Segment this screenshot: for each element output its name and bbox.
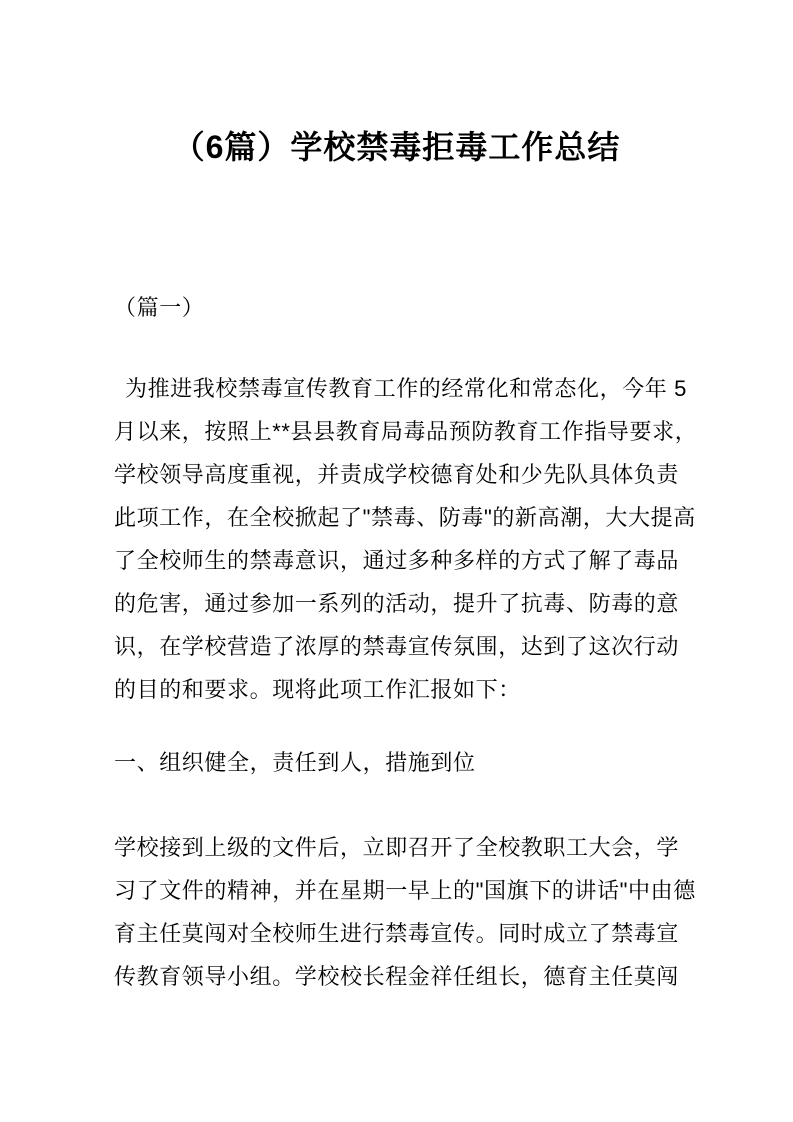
paragraph-1 (114, 367, 704, 711)
text-line: 的目的和要求。现将此项工作汇报如下： (114, 677, 521, 702)
text-line: 识，在学校营造了浓厚的禁毒宣传氛围，达到了这次行动 (114, 634, 680, 659)
document-title: （6篇）学校禁毒拒毒工作总结 (172, 129, 621, 165)
text-line: 此项工作，在全校掀起了"禁毒、防毒"的新高潮，大大提高 (114, 505, 696, 530)
text-line: 学校接到上级的文件后，立即召开了全校教职工大会，学 (114, 835, 680, 860)
section-heading-1: 一、组织健全，责任到人，措施到位 (114, 750, 476, 775)
paragraph-2 (114, 826, 704, 998)
text-line: 育主任莫闯对全校师生进行禁毒宣传。同时成立了禁毒宣 (114, 921, 680, 946)
text-line: 传教育领导小组。学校校长程金祥任组长，德育主任莫闯 (114, 964, 680, 989)
text-line: 习了文件的精神，并在星期一早上的"国旗下的讲话"中由德 (114, 878, 696, 903)
text-line: 了全校师生的禁毒意识，通过多种多样的方式了解了毒品 (114, 548, 680, 573)
text-line: 月以来，按照上**县县教育局毒品预防教育工作指导要求， (114, 419, 698, 444)
text-line: 学校领导高度重视，并责成学校德育处和少先队具体负责 (114, 462, 680, 487)
text-line: 为推进我校禁毒宣传教育工作的经常化和常态化，今年 5 (125, 376, 687, 401)
section-label: （篇一） (114, 295, 205, 320)
text-line: 的危害，通过参加一系列的活动，提升了抗毒、防毒的意 (114, 591, 680, 616)
